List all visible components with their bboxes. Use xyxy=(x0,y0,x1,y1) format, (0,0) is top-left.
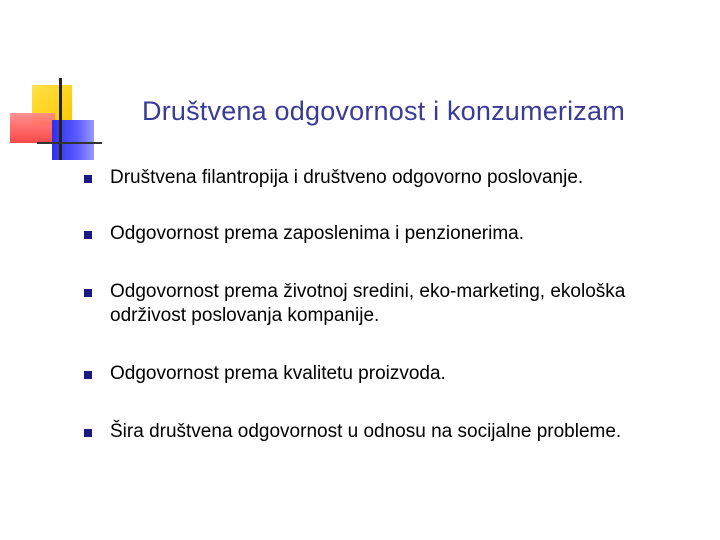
bullet-text: Odgovornost prema zaposlenima i penzionerima. xyxy=(110,223,524,244)
list-item xyxy=(84,362,446,386)
horizontal-line-shape xyxy=(37,142,102,144)
list-item xyxy=(84,166,583,190)
list-item xyxy=(84,280,684,328)
slide-title: Društvena odgovornost i konzumerizam xyxy=(142,96,625,126)
square-bullet-icon xyxy=(84,175,92,183)
square-bullet-icon xyxy=(84,429,92,437)
list-item xyxy=(84,420,621,444)
bullet-text: Društvena filantropija i društveno odgovorno poslovanje. xyxy=(110,167,584,188)
square-bullet-icon xyxy=(84,289,92,297)
bullet-text: Odgovornost prema životnoj sredini, eko-marketing, ekološka održivost poslovanja kompanije. xyxy=(110,281,626,326)
bullet-text: Odgovornost prema kvalitetu proizvoda. xyxy=(110,363,446,384)
vertical-line-shape xyxy=(59,78,62,160)
red-square-shape xyxy=(10,113,55,143)
square-bullet-icon xyxy=(84,371,92,379)
list-item xyxy=(84,222,524,246)
bullet-text: Šira društvena odgovornost u odnosu na socijalne probleme. xyxy=(110,421,622,442)
decorative-logo-icon xyxy=(0,0,110,170)
square-bullet-icon xyxy=(84,231,92,239)
